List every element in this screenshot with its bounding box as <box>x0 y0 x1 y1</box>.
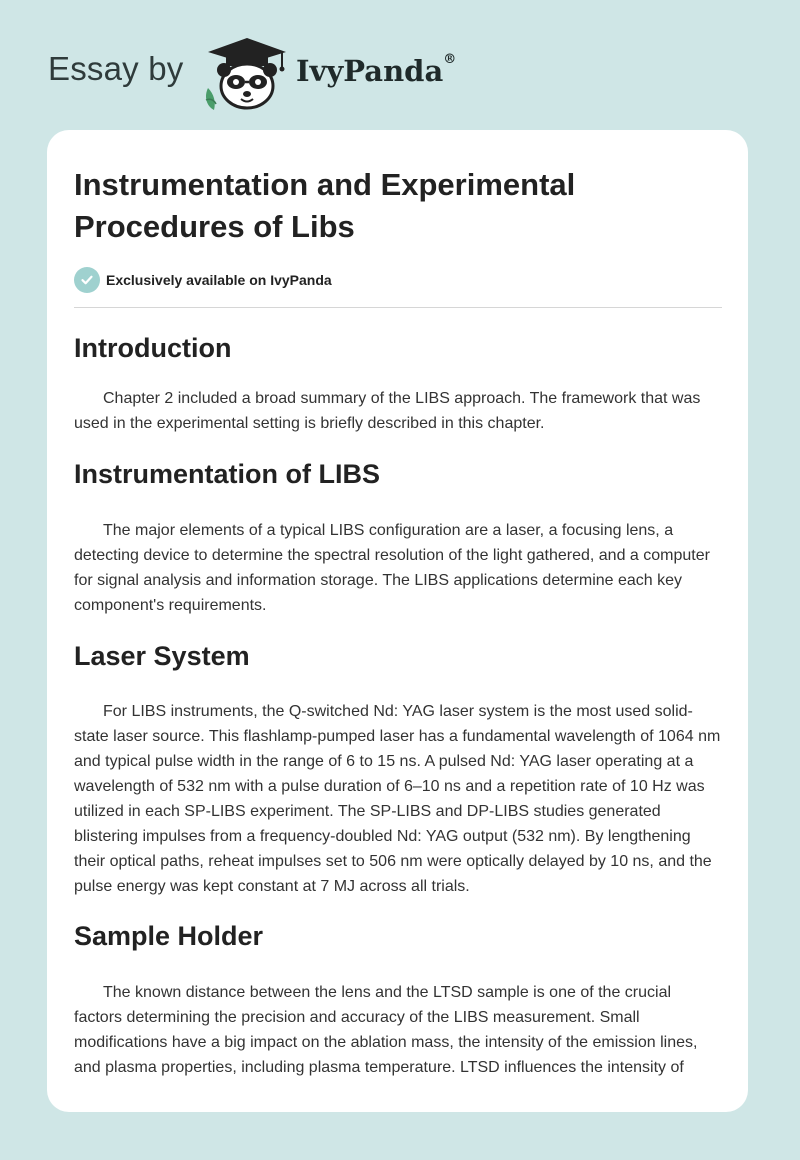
section-text-introduction: Chapter 2 included a broad summary of the LIBS approach. The framework that was used in the experimental setting is briefly described in this chapter. <box>74 390 701 432</box>
badge-text: Exclusively available on IvyPanda <box>106 272 332 288</box>
exclusive-badge <box>74 266 722 294</box>
section-text-laser-system: For LIBS instruments, the Q-switched Nd: YAG laser system is the most used solid-state laser source. This flashlamp-pumped laser has a fundamental wavelength of 1064 nm and typical pulse width in the range of 6 to 15 ns. A pulsed Nd: YAG laser operating at a wavelength of 532 nm with a pulse duration of 6–10 ns and a repetition rate of 10 Hz was utilized in each SP-LIBS experiment. The SP-LIBS and DP-LIBS studies generated blistering impulses from a frequency-doubled Nd: YAG output (532 nm). By lengthening their optical paths, reheat impulses set to 506 nm were optically delayed by 10 ns, and the pulse energy was kept constant at 7 MJ across all trials. <box>74 703 721 895</box>
panda-graduate-icon[interactable] <box>202 34 292 112</box>
divider <box>74 307 722 308</box>
check-circle-icon <box>74 267 100 293</box>
section-heading-introduction: Introduction <box>74 333 232 363</box>
section-heading-sample-holder: Sample Holder <box>74 921 264 951</box>
document-card <box>47 130 748 1112</box>
brand-header <box>48 30 508 110</box>
section-heading-instrumentation: Instrumentation of LIBS <box>74 459 380 489</box>
brand-prefix: Essay by <box>48 50 184 87</box>
brand-name: IvyPanda® <box>296 52 457 88</box>
section-heading-laser-system: Laser System <box>74 641 250 671</box>
document-title: Instrumentation and Experimental Procedures of Libs <box>74 167 576 244</box>
section-text-instrumentation: The major elements of a typical LIBS configuration are a laser, a focusing lens, a detecting device to determine the spectral resolution of the light gathered, and a computer for signal analysis and information storage. The LIBS applications determine each key component's requirements. <box>74 522 710 614</box>
section-text-sample-holder: The known distance between the lens and the LTSD sample is one of the crucial factors determining the precision and accuracy of the LIBS measurement. Small modifications have a big impact on the ablation mass, the intensity of the emission lines, and plasma properties, including plasma temperature. LTSD influences the intensity of <box>74 984 698 1076</box>
